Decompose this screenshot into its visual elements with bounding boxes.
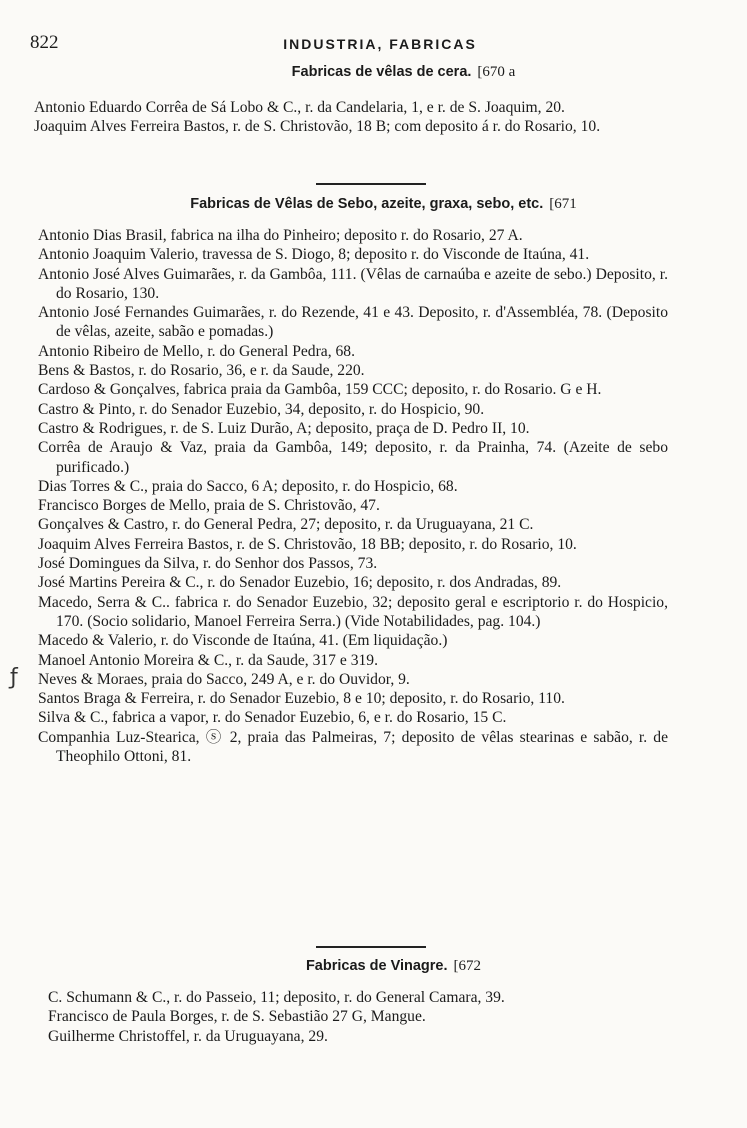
list-item: José Martins Pereira & C., r. do Senador Euzebio, 16; deposito, r. dos Andradas, 89. (38, 574, 562, 592)
list-item: Francisco Borges de Mello, praia de S. Christovão, 47. (38, 497, 380, 515)
section-ref: [671 (549, 196, 577, 212)
list-item: Cardoso & Gonçalves, fabrica praia da Gambôa, 159 CCC; deposito, r. do Rosario. G e H. (38, 381, 602, 399)
list-item: Francisco de Paula Borges, r. de S. Sebastião 27 G, Mangue. (48, 1008, 426, 1026)
section-title: Fabricas de Vêlas de Sebo, azeite, graxa, sebo, etc. (190, 196, 544, 212)
list-item: Macedo, Serra & C.. fabrica r. do Senador Euzebio, 32; deposito geral e escriptorio r. do Hospicio, 170. (Socio solidario, Manoel Ferreira Serra.) (Vide Notabilidades, pag. 104.) (38, 593, 668, 630)
section-divider (316, 183, 426, 185)
list-item: Gonçalves & Castro, r. do General Pedra, 27; deposito, r. da Uruguayana, 21 C. (38, 516, 534, 534)
list-item: Manoel Antonio Moreira & C., r. da Saude, 317 e 319. (38, 651, 378, 669)
section-wax-candles (0, 64, 747, 136)
list-item: Macedo & Valerio, r. do Visconde de Itaúna, 41. (Em liquidação.) (38, 632, 448, 650)
page-number: 822 (30, 32, 59, 53)
list-item: Corrêa de Araujo & Vaz, praia da Gambôa, 149; deposito, r. da Prainha, 74. (Azeite de sebo purificado.) (38, 439, 668, 476)
section-heading (0, 958, 747, 975)
list-item: Joaquim Alves Ferreira Bastos, r. de S. Christovão, 18 B; com deposito á r. do Rosario, 10. (34, 118, 601, 136)
list-item: Antonio Eduardo Corrêa de Sá Lobo & C., r. da Candelaria, 1, e r. de S. Joaquim, 20. (34, 99, 565, 116)
list-item: Silva & C., fabrica a vapor, r. do Senador Euzebio, 6, e r. do Rosario, 15 C. (38, 709, 507, 727)
list-item: Bens & Bastos, r. do Rosario, 36, e r. da Saude, 220. (38, 362, 365, 380)
running-header (30, 32, 720, 54)
list-item: Dias Torres & C., praia do Sacco, 6 A; deposito, r. do Hospicio, 68. (38, 477, 458, 495)
list-item: Joaquim Alves Ferreira Bastos, r. de S. Christovão, 18 BB; deposito, r. do Rosario, 10. (38, 535, 577, 553)
list-item: Antonio Ribeiro de Mello, r. do General Pedra, 68. (38, 342, 356, 360)
section-ref: [670 a (477, 64, 516, 80)
list-item: José Domingues da Silva, r. do Senhor dos Passos, 73. (38, 555, 378, 573)
margin-mark-icon: ƒ (10, 665, 18, 690)
section-tallow-candles (0, 196, 747, 766)
entry-list (38, 226, 668, 766)
entry-list (48, 988, 673, 1046)
list-item: Antonio José Fernandes Guimarães, r. do Rezende, 41 e 43. Deposito, r. d'Assembléa, 78. (Deposito de vêlas, azeite, sabão e pomadas.) (38, 304, 668, 341)
section-ref: [672 (453, 958, 482, 974)
section-heading (0, 196, 747, 213)
section-heading (0, 64, 747, 81)
list-item: Antonio José Alves Guimarães, r. da Gambôa, 111. (Vêlas de carnaúba e azeite de sebo.) Deposito, r. do Rosario, 130. (38, 265, 668, 302)
section-title: Fabricas de Vinagre. (305, 958, 448, 974)
list-item: Antonio Joaquim Valerio, travessa de S. Diogo, 8; deposito r. do Visconde de Itaúna, 41. (38, 246, 590, 264)
list-item: Castro & Rodrigues, r. de S. Luiz Durão, A; deposito, praça de D. Pedro II, 10. (38, 419, 530, 437)
entry-list (34, 98, 666, 137)
section-divider (316, 946, 426, 948)
list-item: Neves & Moraes, praia do Sacco, 249 A, e r. do Ouvidor, 9. (38, 670, 410, 688)
list-item: Guilherme Christoffel, r. da Uruguayana, 29. (48, 1027, 328, 1045)
list-item: C. Schumann & C., r. do Passeio, 11; deposito, r. do General Camara, 39. (48, 989, 505, 1006)
section-title: Fabricas de vêlas de cera. (291, 64, 472, 80)
list-item: Santos Braga & Ferreira, r. do Senador Euzebio, 8 e 10; deposito, r. do Rosario, 110. (38, 690, 565, 708)
running-title: INDUSTRIA, FABRICAS (283, 36, 477, 52)
list-item: Antonio Dias Brasil, fabrica na ilha do Pinheiro; deposito r. do Rosario, 27 A. (38, 227, 523, 244)
list-item: Castro & Pinto, r. do Senador Euzebio, 34, deposito, r. do Hospicio, 90. (38, 400, 485, 418)
list-item: Companhia Luz-Stearica, ⓢ 2, praia das Palmeiras, 7; deposito de vêlas stearinas e sabão, r. de Theophilo Ottoni, 81. (38, 728, 668, 766)
section-vinegar (0, 958, 747, 1045)
